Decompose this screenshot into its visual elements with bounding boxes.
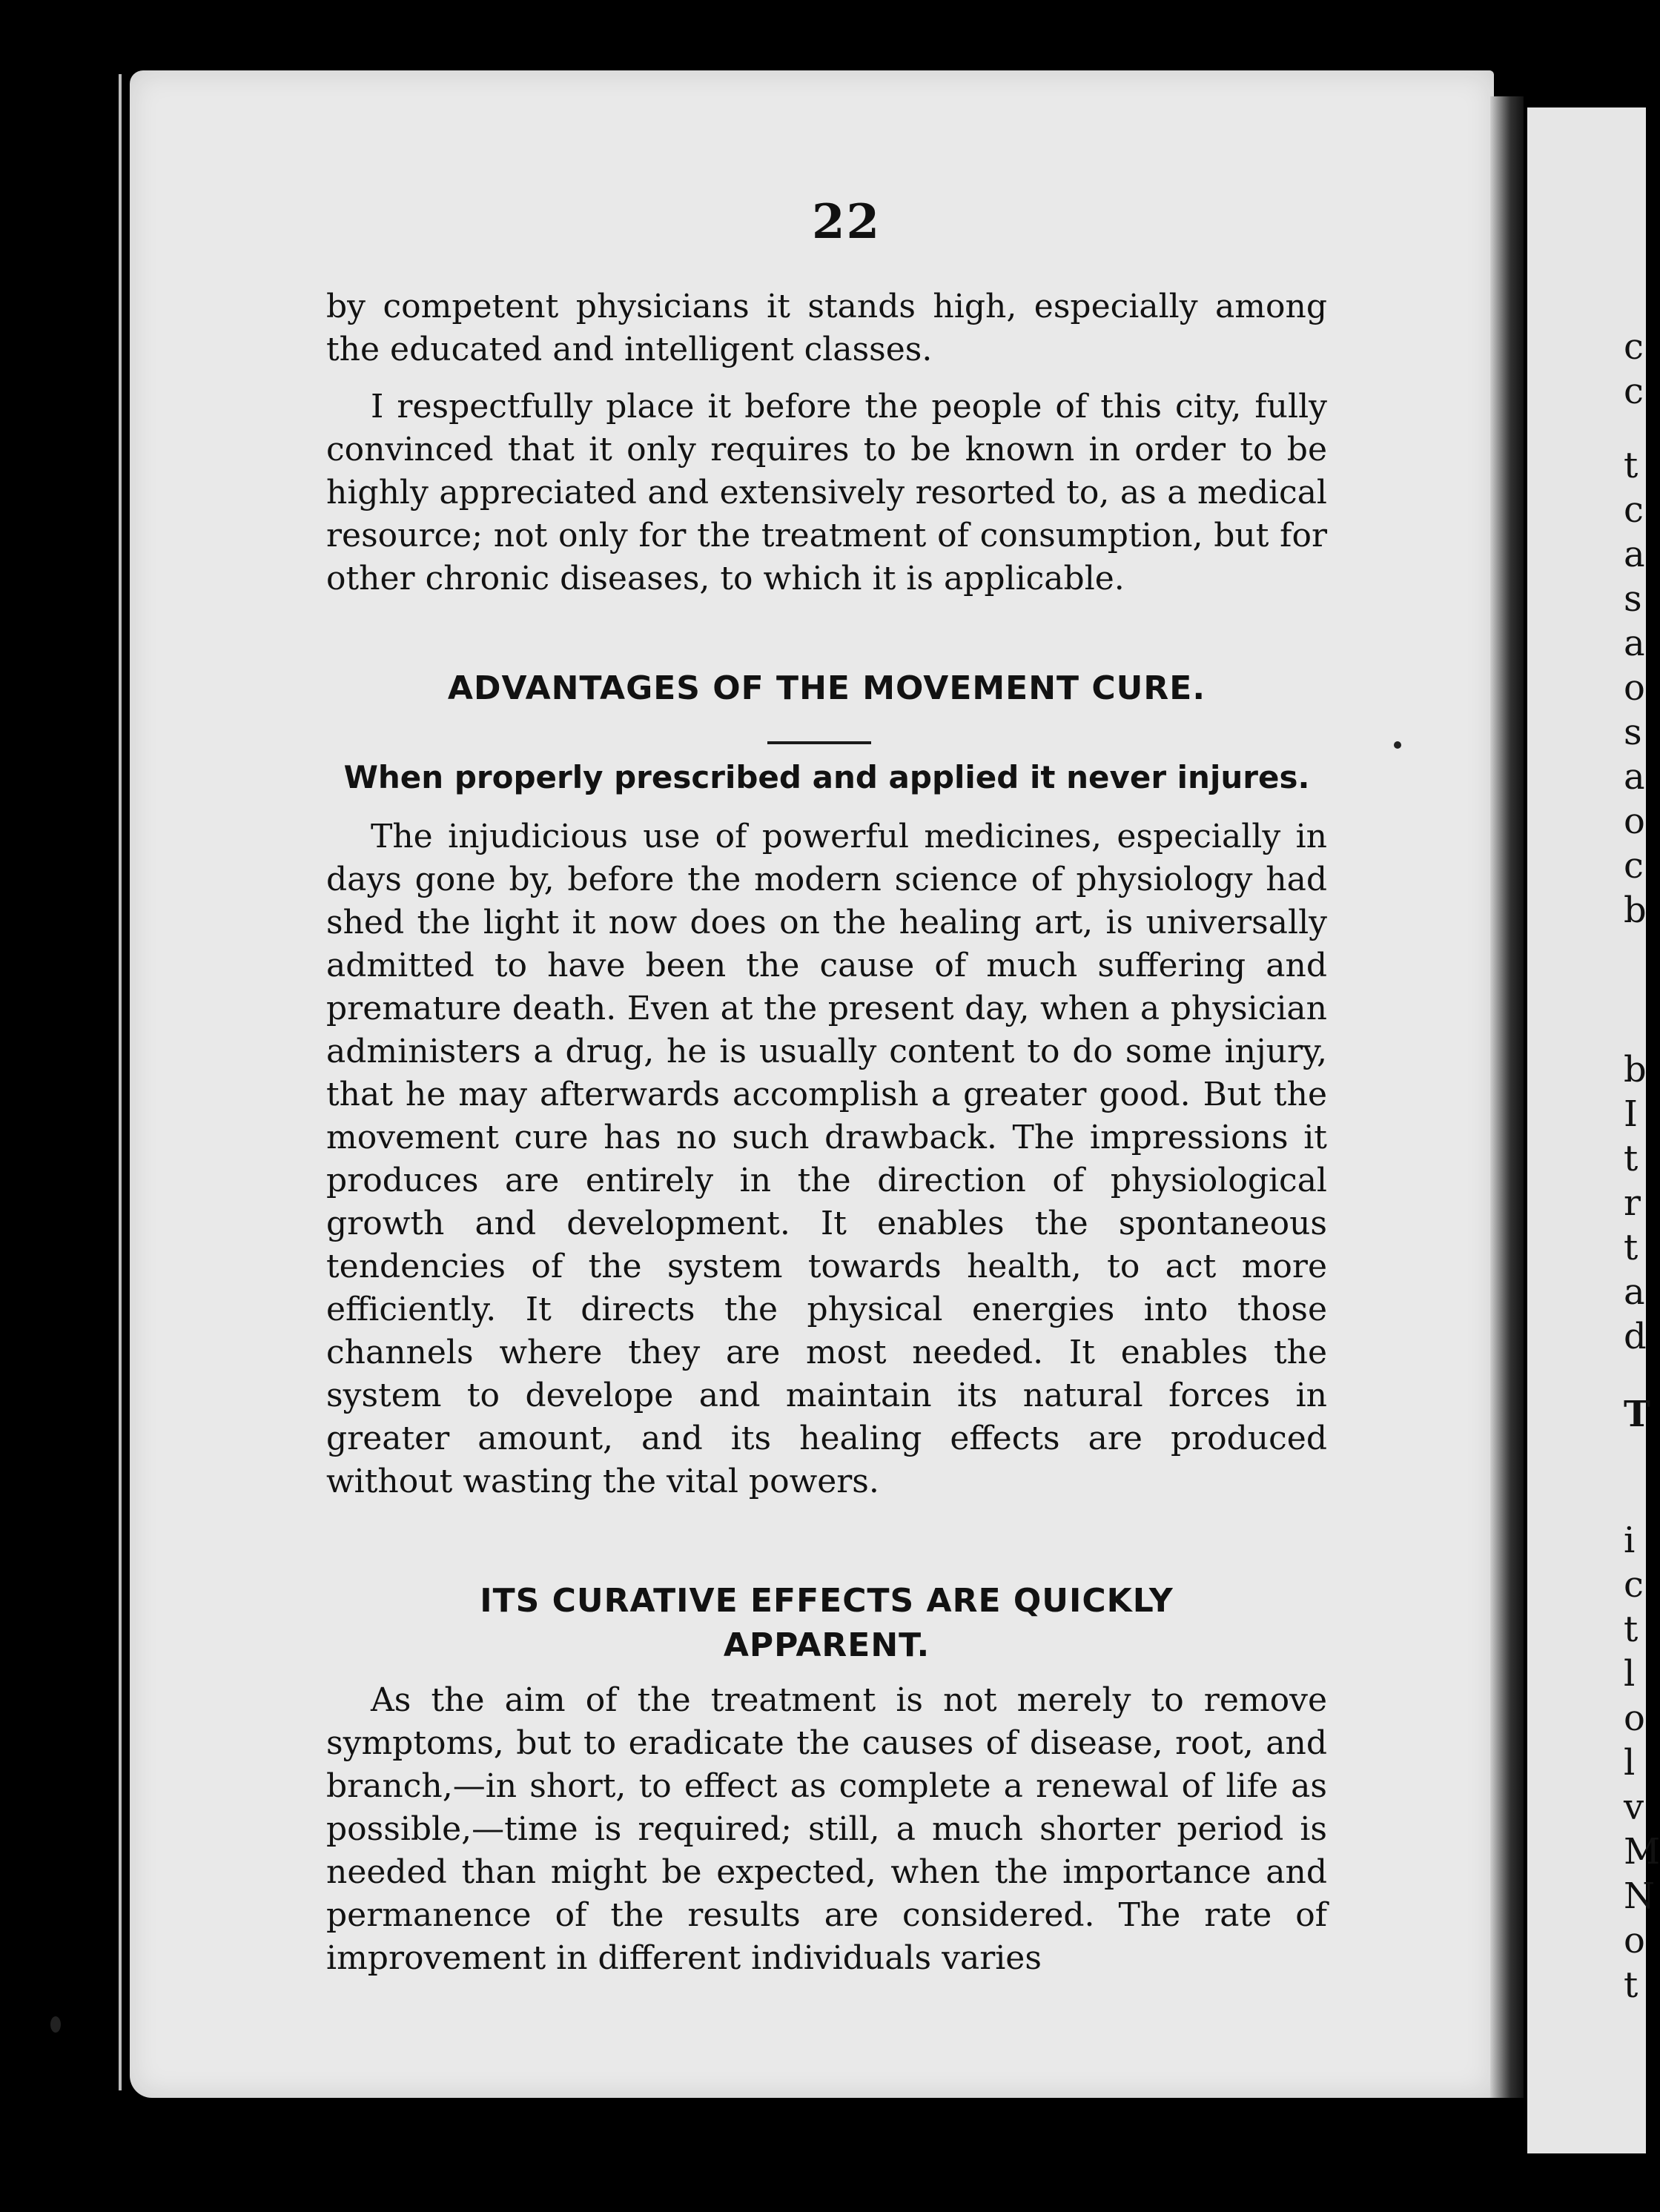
facing-page-fragment: I <box>1624 1093 1638 1135</box>
heading-rule <box>767 741 871 744</box>
book-page-right <box>1527 107 1660 2153</box>
facing-page-fragment: a <box>1624 756 1645 798</box>
intro-paragraph: I respectfully place it before the people of this city, fully convinced that it only requires to be known in order to be highly appreciated and extensively resorted to, as a medical resource; not only for the treatment of consumption, but for other chronic diseases, to which it is applicable. <box>326 388 1327 597</box>
book-gutter <box>1490 96 1524 2098</box>
facing-page-fragment: c <box>1624 1564 1644 1606</box>
facing-page-fragment: l <box>1624 1742 1636 1784</box>
facing-page-fragment: o <box>1624 1920 1645 1961</box>
body-paragraph: The injudicious use of powerful medicines, especially in days gone by, before the modern science of physiology had shed the light it now does on the healing art, is universally admitted to have been the cause of much suffering and premature death. Even at the present day, when a physician administers a drug, he is usually content to do some injury, that he may afterwards accomplish a greater good. But the movement cure has no such drawback. The impressions it produces are entirely in the direction of physiological growth and development. It enables the spontaneous tendencies of the system towards health, to act more efficiently. It directs the physical energies into those channels where they are most needed. It enables the system to develope and maintain its natural forces in greater amount, and its healing effects are produced without wasting the vital powers. <box>326 818 1327 1500</box>
facing-page-fragment: c <box>1624 326 1644 368</box>
facing-page-fragment: t <box>1624 1609 1638 1650</box>
facing-page-fragment: i <box>1624 1520 1636 1561</box>
facing-page-fragment: a <box>1624 534 1645 575</box>
facing-page-fragment: s <box>1624 578 1642 620</box>
facing-page-fragment: v <box>1624 1787 1644 1828</box>
intro-paragraph: by competent physicians it stands high, especially among the educated and intelligent classes. <box>326 288 1327 368</box>
facing-page-fragment: d <box>1624 1316 1647 1357</box>
facing-page-fragment: o <box>1624 801 1645 842</box>
section-heading <box>326 1579 1327 1668</box>
section-subheading: When properly prescribed and applied it never injures. <box>343 759 1310 795</box>
section-heading-line: APPARENT. <box>723 1626 930 1664</box>
facing-page-fragment: a <box>1624 623 1645 664</box>
facing-page-fragment: c <box>1624 489 1644 531</box>
ink-speck <box>50 2016 61 2033</box>
facing-page-fragment: o <box>1624 1698 1645 1739</box>
facing-page-fragment: b <box>1624 890 1647 931</box>
facing-page-fragment: t <box>1624 1964 1638 2006</box>
facing-page-fragment: c <box>1624 845 1644 887</box>
facing-page-fragment: o <box>1624 667 1645 709</box>
section-heading: ADVANTAGES OF THE MOVEMENT CURE. <box>447 669 1206 707</box>
facing-page-fragment: t <box>1624 445 1638 486</box>
facing-page-fragment: c <box>1624 371 1644 412</box>
facing-page-fragment: r <box>1624 1182 1641 1224</box>
page-number: 22 <box>812 194 882 250</box>
facing-page-fragment: b <box>1624 1049 1647 1090</box>
facing-page-fragment: N <box>1624 1875 1655 1917</box>
facing-page-fragment: t <box>1624 1138 1638 1179</box>
section-heading-line: ITS CURATIVE EFFECTS ARE QUICKLY <box>480 1582 1174 1620</box>
facing-page-fragment: a <box>1624 1271 1645 1313</box>
facing-page-fragment: s <box>1624 712 1642 753</box>
facing-page-fragment: l <box>1624 1653 1636 1695</box>
facing-page-fragment: M <box>1624 1831 1660 1872</box>
facing-page-fragment: t <box>1624 1227 1638 1268</box>
ink-speck <box>1394 741 1401 749</box>
body-paragraph: As the aim of the treatment is not merely to remove symptoms, but to eradicate the causes of disease, root, and branch,—in short, to effect as complete a renewal of life as possible,—time is required; still, a much shorter period is needed than might be expected, when the importance and permanence of the results are considered. The rate of improvement in different individuals varies <box>326 1681 1327 1977</box>
facing-page-fragment: T <box>1624 1394 1650 1435</box>
